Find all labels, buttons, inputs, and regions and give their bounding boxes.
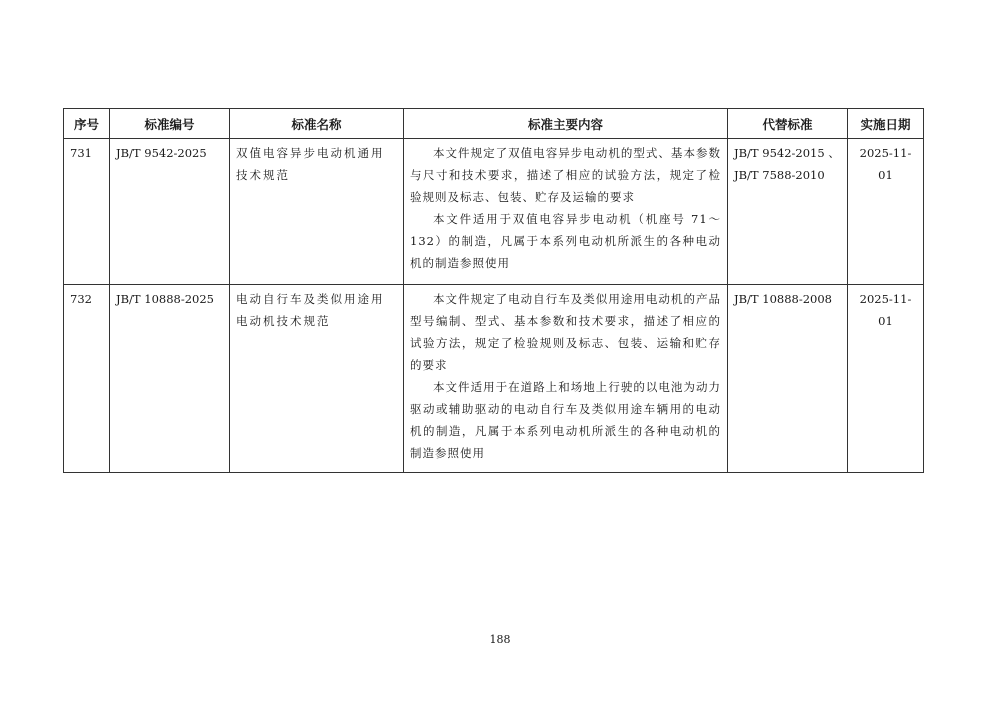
main-content-cell	[404, 285, 728, 473]
content-paragraph: 本文件适用于双值电容异步电动机（机座号 71～132）的制造，凡属于本系列电动机所派生的各种电动机的制造参照使用	[410, 212, 721, 270]
standard-code-cell: JB/T 9542-2025	[110, 139, 230, 285]
replaced-standard-cell: JB/T 10888-2008	[728, 285, 848, 473]
serial-no-cell: 731	[64, 139, 110, 285]
header-main-content: 标准主要内容	[404, 109, 728, 139]
table-row	[64, 139, 924, 285]
header-effective-date: 实施日期	[848, 109, 924, 139]
replaced-standard-cell: JB/T 9542-2015 、JB/T 7588-2010	[728, 139, 848, 285]
standard-name-text: 电动自行车及类似用途用电动机技术规范	[236, 292, 385, 328]
header-standard-code: 标准编号	[110, 109, 230, 139]
page-number: 188	[489, 633, 511, 646]
standard-name-text: 双值电容异步电动机通用技术规范	[236, 146, 385, 182]
table-header-row	[64, 109, 924, 139]
serial-no-cell: 732	[64, 285, 110, 473]
header-standard-name: 标准名称	[230, 109, 404, 139]
content-paragraph: 本文件适用于在道路上和场地上行驶的以电池为动力驱动或辅助驱动的电动自行车及类似用途车辆用的电动机的制造，凡属于本系列电动机所派生的各种电动机的制造参照使用	[410, 380, 721, 460]
header-replaced-standard: 代替标准	[728, 109, 848, 139]
effective-date-cell: 2025-11-01	[848, 285, 924, 473]
content-paragraph: 本文件规定了电动自行车及类似用途用电动机的产品型号编制、型式、基本参数和技术要求，描述了相应的试验方法，规定了检验规则及标志、包装、运输和贮存的要求	[410, 292, 721, 372]
standards-table	[63, 108, 924, 473]
table-row	[64, 285, 924, 473]
header-serial-no: 序号	[64, 109, 110, 139]
standard-name-cell	[230, 285, 404, 473]
main-content-cell	[404, 139, 728, 285]
content-paragraph: 本文件规定了双值电容异步电动机的型式、基本参数与尺寸和技术要求，描述了相应的试验方法，规定了检验规则及标志、包装、贮存及运输的要求	[410, 146, 721, 204]
standard-name-cell	[230, 139, 404, 285]
standard-code-cell: JB/T 10888-2025	[110, 285, 230, 473]
effective-date-cell: 2025-11-01	[848, 139, 924, 285]
